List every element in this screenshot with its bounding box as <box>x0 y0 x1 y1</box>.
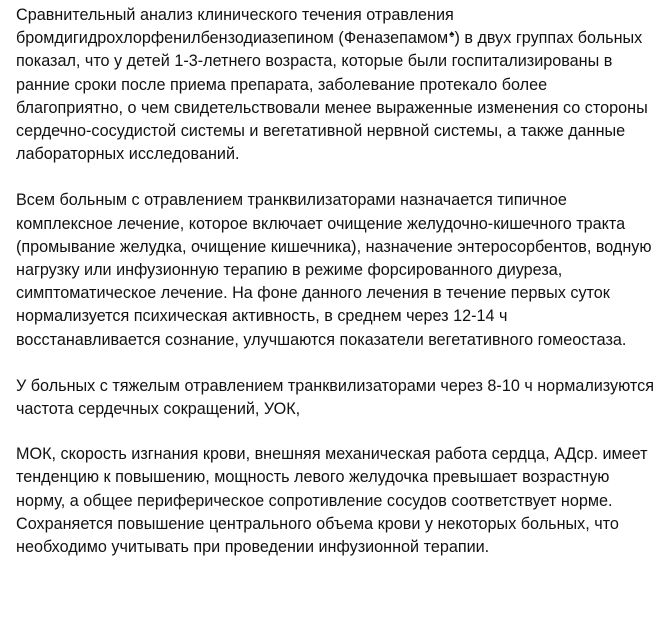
paragraph-1 <box>16 4 656 166</box>
paragraph-3: У больных с тяжелым отравлением транквилизаторами через 8-10 ч нормализуются частота сердечных сокращений, УОК, <box>16 376 655 419</box>
document-body <box>16 4 656 582</box>
paragraph-1-text-start: Сравнительный анализ клинического течения отравления бромдигидрохлорфенилбензодиазепином (Феназепамом <box>16 6 454 48</box>
registered-mark-icon: ♠ <box>449 29 455 41</box>
paragraph-4: МОК, скорость изгнания крови, внешняя механическая работа сердца, АДср. имеет тенденцию к повышению, мощность левого желудочка превышает возрастную норму, а общее периферическое сопротивление сосудов соответствует норме. Сохраняется повышение центрального объема крови у некоторых больных, что необходимо учитывать при проведении инфузионной терапии. <box>16 445 648 557</box>
paragraph-2: Всем больным с отравлением транквилизаторами назначается типичное комплексное лечение, которое включает очищение желудочно-кишечного тракта (промывание желудка, очищение кишечника), назначение энтеросорбентов, водную нагрузку или инфузионную терапию в режиме форсированного диуреза, симптоматическое лечение. На фоне данного лечения в течение первых суток нормализуется психическая активность, в среднем через 12-14 ч восстанавливается сознание, улучшаются показатели вегетативного гомеостаза. <box>16 191 652 349</box>
paragraph-1-text-end: ) в двух группах больных показал, что у детей 1-3-летнего возраста, которые были госпитализированы в ранние сроки после приема препарата, заболевание протекало более благоприятно, о чем свидетельствовали менее выраженные изменения со стороны сердечно-сосудистой системы и вегетативной нервной системы, а также данные лабораторных исследований. <box>16 29 648 164</box>
